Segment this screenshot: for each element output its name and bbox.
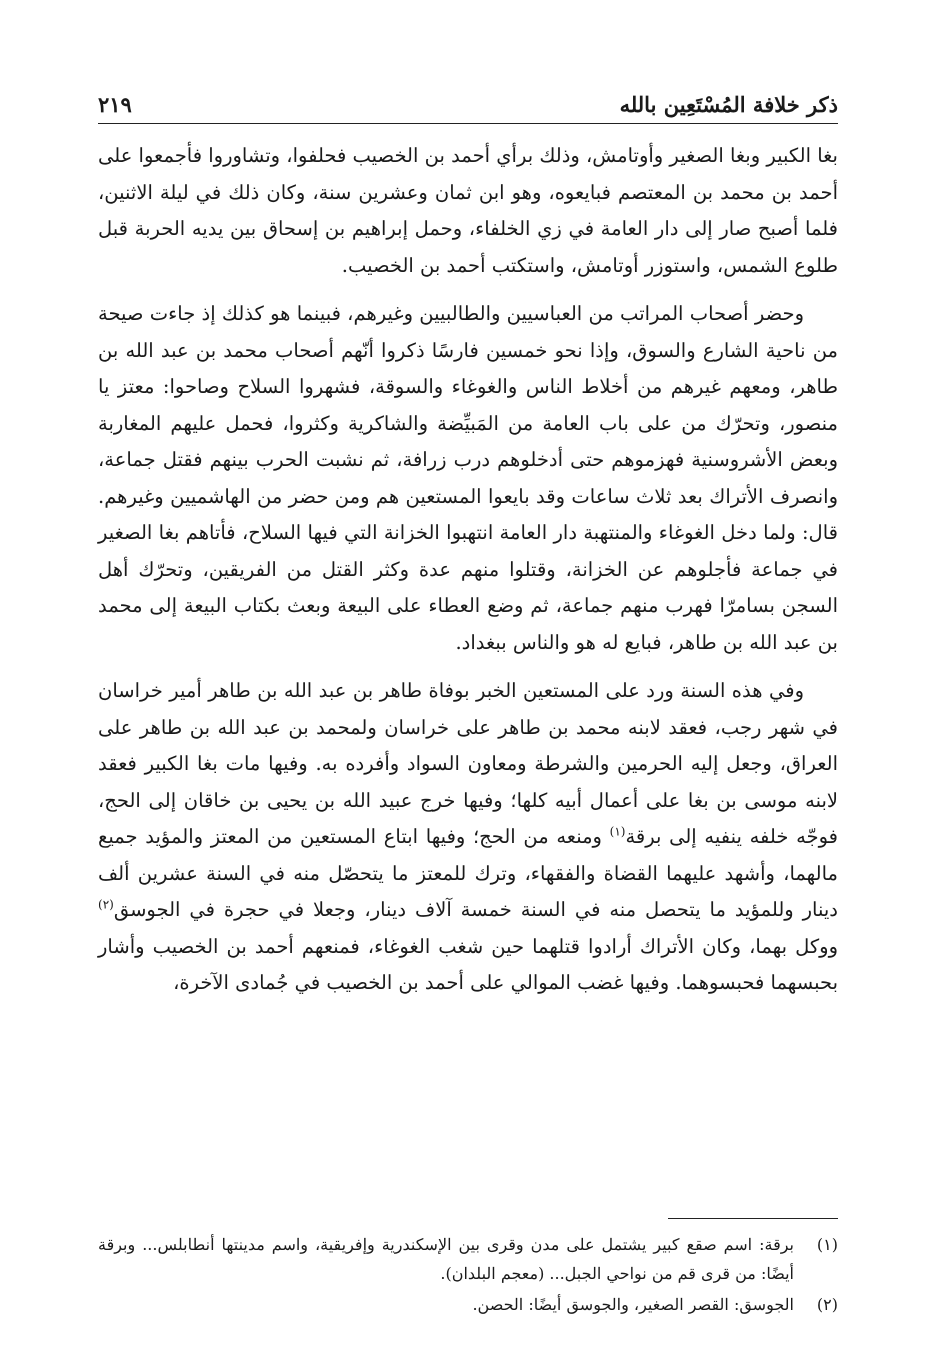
paragraph-3-part-a: وفي هذه السنة ورد على المستعين الخبر بوفاة طاهر بن عبد الله بن طاهر أمير خراسان في شهر رجب، فعقد لابنه محمد بن طاهر على خراسان ولمحمد بن عبد الله بن طاهر على العراق، وجعل إليه الحرمين والشرطة ومعاون السواد وأفرده به. وفيها مات بغا الكبير فعقد لابنه موسى بن بغا على أعمال أبيه كلها؛ وفيها خرج عبيد الله بن يحيى بن خاقان إلى الحج، فوجّه خلفه ينفيه إلى برقة: [98, 679, 838, 848]
page-header: [98, 84, 838, 124]
paragraph-1: بغا الكبير وبغا الصغير وأوتامش، وذلك برأي أحمد بن الخصيب فحلفوا، وتشاوروا فأجمعوا على أحمد بن محمد بن المعتصم فبايعوه، وهو ابن ثمان وعشرين سنة، وكان ذلك في ليلة الاثنين، فلما أصبح صار إلى دار العامة في زي الخلفاء، وحمل إبراهيم بن إسحاق بين يديه الحربة قبل طلوع الشمس، واستوزر أوتامش، واستكتب أحمد بن الخصيب.: [98, 144, 838, 277]
footnotes: [98, 1230, 838, 1321]
paragraph-3-part-b: ومنعه من الحج؛ وفيها ابتاع المستعين من المعتز والمؤيد جميع مالهما، وأشهد عليهما القضاة والفقهاء، وترك للمعتز ما يتحصّل منه في السنة عشرين ألف دينار وللمؤيد ما يتحصل منه في السنة خمسة آلاف دينار، وجعلا في حجرة في الجوسق: [98, 825, 838, 921]
footnote-2: [98, 1290, 838, 1319]
paragraph-3: [98, 673, 838, 1002]
footnote-text: الجوسق: القصر الصغير، والجوسق أيضًا: الحصن.: [472, 1295, 794, 1314]
footnote-text: برقة: اسم صقع كبير يشتمل على مدن وقرى بين الإسكندرية وإفريقية، واسم مدينتها أنطابلس... وبرقة أيضًا: من قرى قم من نواحي الجبل... (معجم البلدان).: [98, 1235, 794, 1283]
running-title: ذكر خلافة المُسْتَعِين بالله: [619, 92, 838, 117]
page-number: ٢١٩: [98, 92, 132, 117]
footnote-number: (٢): [816, 1295, 838, 1314]
footnote-1: [98, 1230, 838, 1288]
footnote-number: (١): [816, 1235, 838, 1254]
body-text: [98, 138, 838, 1002]
paragraph-2: وحضر أصحاب المراتب من العباسيين والطالبيين وغيرهم، فبينما هو كذلك إذ جاءت صيحة من ناحية الشارع والسوق، وإذا نحو خمسين فارسًا ذكروا أنّهم أصحاب محمد بن عبد الله بن طاهر، ومعهم غيرهم من أخلاط الناس والغوغاء والسوقة، فشهروا السلاح وصاحوا: معتز يا منصور، وتحرّك من على باب العامة من المَبيِّضة والشاكرية وكثروا، فحمل عليهم المغاربة وبعض الأشروسنية فهزموهم حتى أدخلوهم درب زرافة، ثم نشبت الحرب بينهم فقتل جماعة، وانصرف الأتراك بعد ثلاث ساعات وقد بايعوا المستعين هم ومن حضر من الهاشميين وغيرهم. قال: ولما دخل الغوغاء والمنتهبة دار العامة انتهبوا الخزانة التي فيها السلاح، فأتاهم بغا الصغير في جماعة فأجلوهم عن الخزانة، وقتلوا منهم عدة وكثر القتل من الفريقين، وتحرّك أهل السجن بسامرّا فهرب منهم جماعة، ثم وضع العطاء على البيعة وبعث بكتاب البيعة إلى محمد بن عبد الله بن طاهر، فبايع له هو والناس ببغداد.: [98, 302, 838, 654]
paragraph-3-part-c: ووكل بهما، وكان الأتراك أرادوا قتلهما حين شغب الغوغاء، فمنعهم أحمد بن الخصيب وأشار بحبسهما فحبسوهما. وفيها غضب الموالي على أحمد بن الخصيب في جُمادى الآخرة،: [98, 934, 838, 994]
book-page: [98, 84, 838, 1344]
footnote-ref-1: (١): [609, 824, 626, 839]
footnote-ref-2: (٢): [98, 897, 114, 912]
footnote-separator: [668, 1218, 838, 1219]
